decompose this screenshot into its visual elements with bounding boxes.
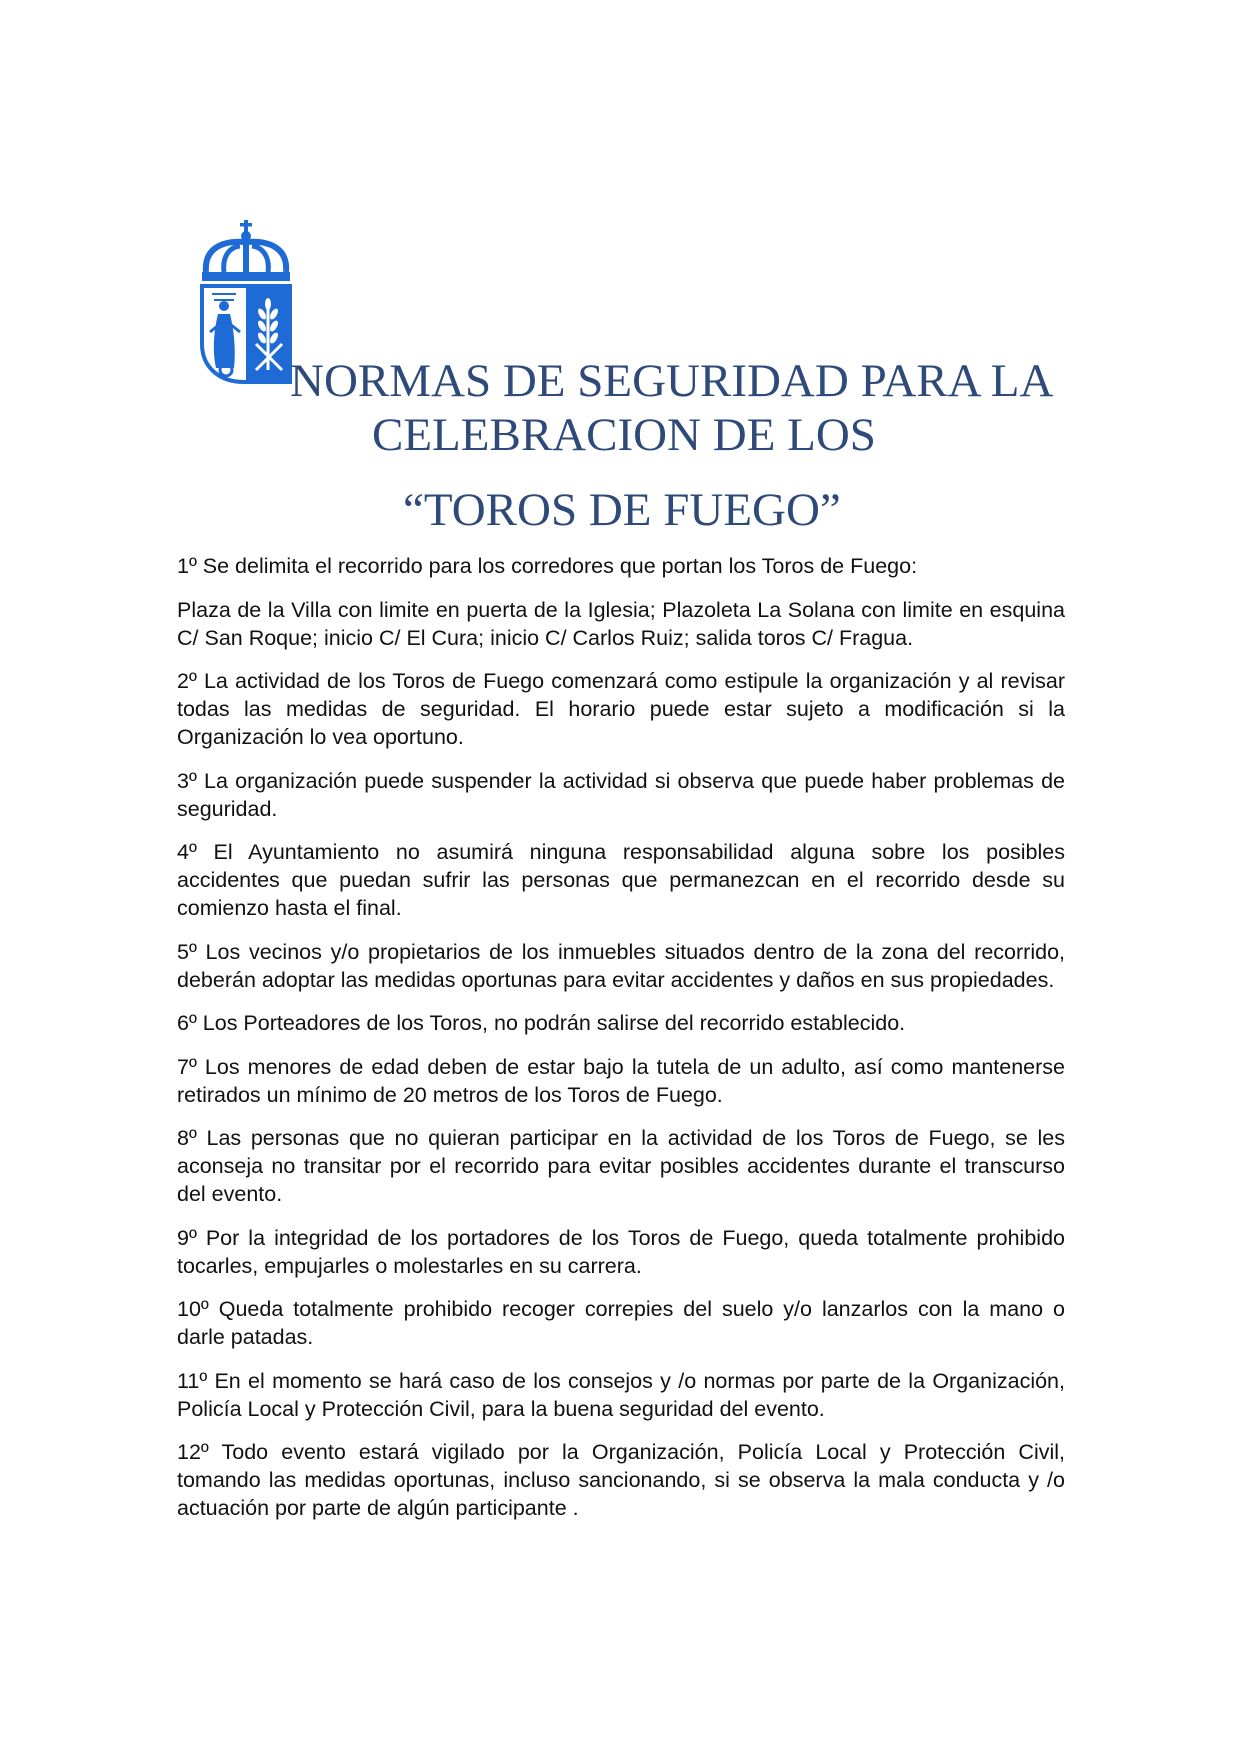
coat-of-arms-icon xyxy=(198,220,294,398)
rule-paragraph: 12º Todo evento estará vigilado por la Organización, Policía Local y Protección Civil, tomando las medidas oportunas, incluso sancionando, si se observa la mala conducta y /o actuación por parte de algún participante . xyxy=(177,1440,1065,1520)
rule-paragraph: 1º Se delimita el recorrido para los corredores que portan los Toros de Fuego: xyxy=(177,554,918,578)
rule-paragraph: 5º Los vecinos y/o propietarios de los inmuebles situados dentro de la zona del recorrido, deberán adoptar las medidas oportunas para evitar accidentes y daños en sus propiedades. xyxy=(177,939,1065,992)
rule-paragraph: 7º Los menores de edad deben de estar bajo la tutela de un adulto, así como mantenerse retirados un mínimo de 20 metros de los Toros de Fuego. xyxy=(177,1054,1065,1107)
document-title-line-1: NORMAS DE SEGURIDAD PARA LA xyxy=(290,355,1054,407)
rule-paragraph: Plaza de la Villa con limite en puerta de la Iglesia; Plazoleta La Solana con limite en esquina C/ San Roque; inicio C/ El Cura; inicio C/ Carlos Ruiz; salida toros C/ Fragua. xyxy=(177,597,1065,650)
rule-paragraph: 10º Queda totalmente prohibido recoger correpies del suelo y/o lanzarlos con la mano o darle patadas. xyxy=(177,1297,1065,1349)
rule-paragraph: 11º En el momento se hará caso de los consejos y /o normas por parte de la Organización, Policía Local y Protección Civil, para la buena seguridad del evento. xyxy=(177,1368,1065,1421)
document-title-line-3: “TOROS DE FUEGO” xyxy=(403,484,841,536)
rule-paragraph: 6º Los Porteadores de los Toros, no podrán salirse del recorrido establecido. xyxy=(177,1011,906,1035)
rules-body xyxy=(177,552,1065,1538)
rule-paragraph: 8º Las personas que no quieran participar en la actividad de los Toros de Fuego, se les aconseja no transitar por el recorrido para evitar posibles accidentes durante el transcurso del evento. xyxy=(177,1126,1065,1206)
document-title-line-2: CELEBRACION DE LOS xyxy=(372,409,876,461)
rule-paragraph: 9º Por la integridad de los portadores de los Toros de Fuego, queda totalmente prohibido tocarles, empujarles o molestarles en su carrera. xyxy=(177,1225,1065,1278)
rule-paragraph: 3º La organización puede suspender la actividad si observa que puede haber problemas de seguridad. xyxy=(177,768,1065,821)
rule-paragraph: 2º La actividad de los Toros de Fuego comenzará como estipule la organización y al revisar todas las medidas de seguridad. El horario puede estar sujeto a modificación si la Organización lo vea oportuno. xyxy=(177,669,1065,749)
rule-paragraph: 4º El Ayuntamiento no asumirá ninguna responsabilidad alguna sobre los posibles accidentes que puedan sufrir las personas que permanezcan en el recorrido desde su comienzo hasta el final. xyxy=(177,840,1065,920)
